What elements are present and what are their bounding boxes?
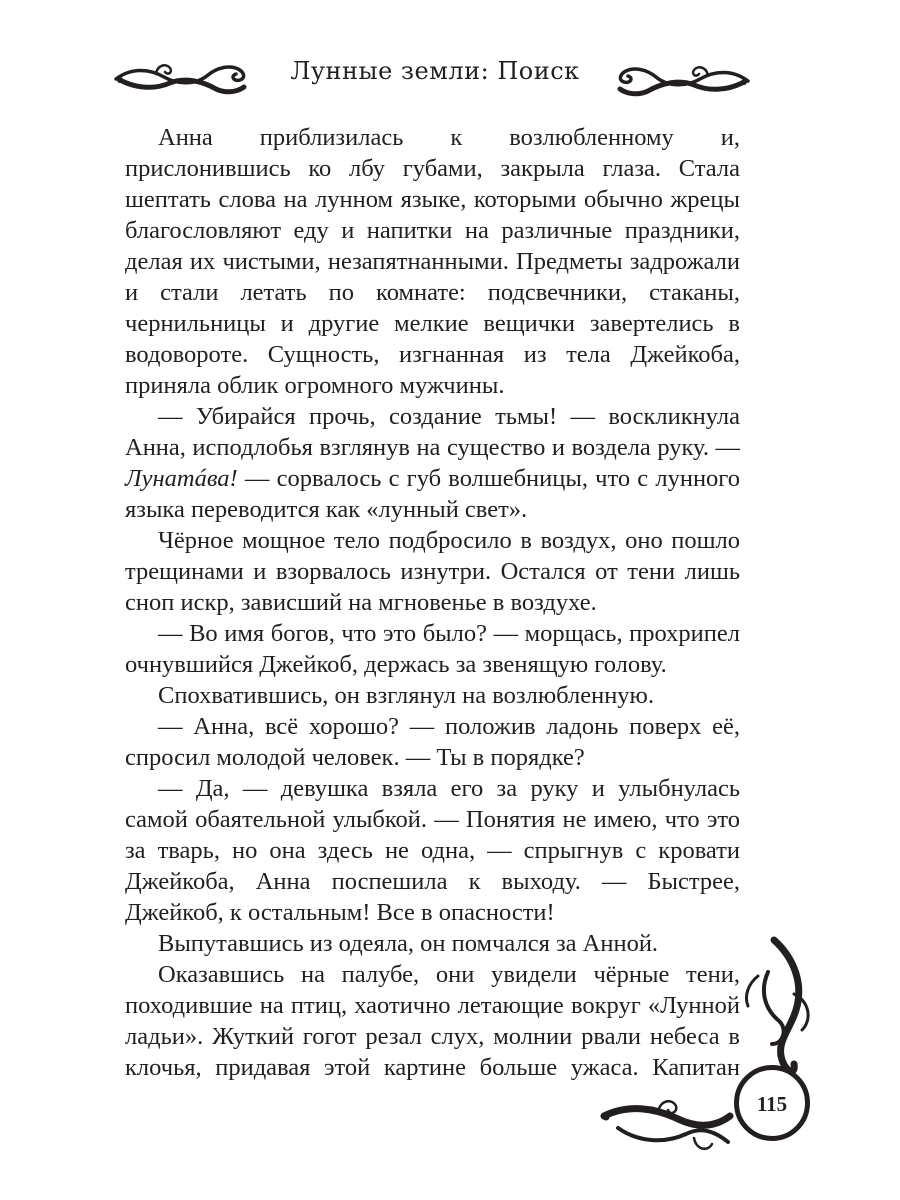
- page-header: [0, 55, 900, 105]
- spell-word: Лунатáва!: [125, 465, 238, 492]
- paragraph: Спохватившись, он взглянул на возлюбленную.: [158, 682, 654, 709]
- paragraph: Чёрное мощное тело подбросило в воздух, оно пошло трещинами и взорвалось изнутри. Остался от тени лишь сноп искр, зависший на мгновенье в воздухе.: [125, 527, 740, 616]
- dialogue-text: — сорвалось с губ волшебницы, что с лунного языка переводится как «лунный свет».: [125, 465, 740, 523]
- paragraph: Анна приблизилась к возлюбленному и, прислонившись ко лбу губами, закрыла глаза. Стала шептать слова на лунном языке, которыми обычно жрецы благословляют еду и напитки на различные праздники, делая их чистыми, незапятнанными. Предметы задрожали и стали летать по комнате: подсвечники, стаканы, чернильницы и другие мелкие вещички завертелись в водовороте. Сущность, изгнанная из тела Джейкоба, приняла облик огромного мужчины.: [125, 124, 740, 399]
- running-title: Лунные земли: Поиск: [290, 57, 580, 85]
- paragraph: — Анна, всё хорошо? — положив ладонь поверх её, спросил молодой человек. — Ты в порядке?: [125, 713, 740, 771]
- page-number: 115: [756, 1092, 788, 1116]
- flourish-left-icon: [112, 59, 252, 99]
- paragraph: Оказавшись на палубе, они увидели чёрные тени, походившие на птиц, хаотично летающие вокруг «Лунной ладьи». Жуткий гогот резал слух, молнии рвали небеса в клочья, придавая этой картине больше ужаса. Капитан: [125, 961, 740, 1081]
- paragraph: [125, 401, 740, 525]
- dialogue-text: — Убирайся прочь, создание тьмы! — воскликнула Анна, исподлобья взглянув на существо и воздела руку. —: [125, 403, 740, 461]
- page-number-badge: [734, 1065, 810, 1141]
- paragraph: — Да, — девушка взяла его за руку и улыбнулась самой обаятельной улыбкой. — Понятия не имею, что это за тварь, но она здесь не одна, — спрыгнув с кровати Джейкоба, Анна поспешила к выходу. — Быстрее, Джейкоб, к остальным! Все в опасности!: [125, 775, 740, 926]
- flourish-right-icon: [612, 61, 752, 101]
- paragraph: — Во имя богов, что это было? — морщась, прохрипел очнувшийся Джейкоб, держась за звенящую голову.: [125, 620, 740, 678]
- paragraph: Выпутавшись из одеяла, он помчался за Анной.: [158, 930, 659, 957]
